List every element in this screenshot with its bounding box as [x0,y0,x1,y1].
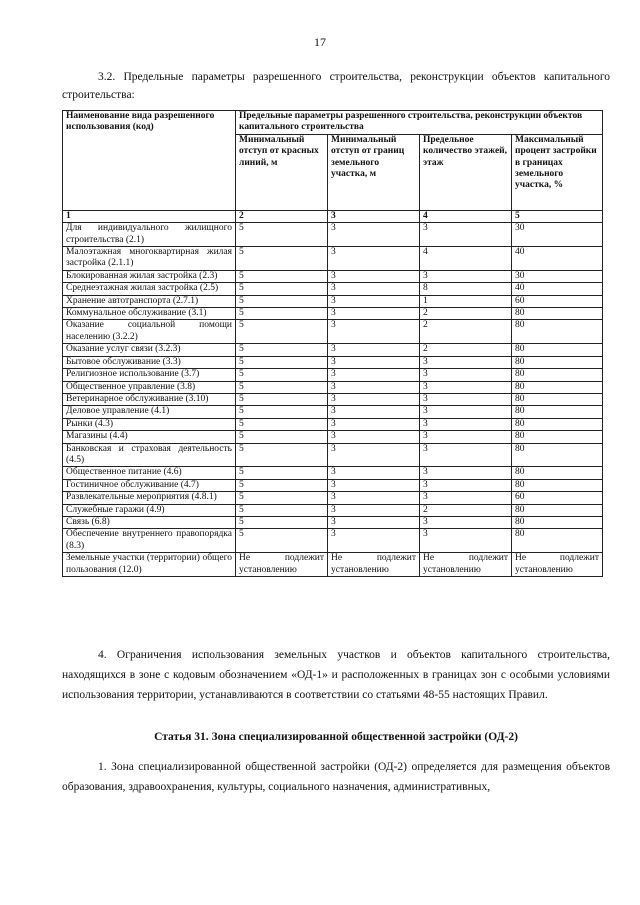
row-use-name: Оказание социальной помощи населению (3.2.2) [63,320,236,344]
table-row [63,393,603,405]
cell-red-line-offset: 5 [236,270,328,282]
cell-boundary-offset: 3 [328,406,420,418]
cell-coverage: 60 [512,295,603,307]
cell-red-line-offset: 5 [236,406,328,418]
cell-red-line-offset: 5 [236,320,328,344]
cell-floors: Не подлежит установлению [420,553,512,577]
cell-floors: 3 [420,467,512,479]
cell-floors: 4 [420,247,512,271]
row-use-name: Ветеринарное обслуживание (3.10) [63,393,236,405]
column-header-boundary-offset: Минимальный отступ от границ земельного участка, м [328,134,420,210]
cell-red-line-offset: 5 [236,369,328,381]
cell-boundary-offset: 3 [328,344,420,356]
cell-boundary-offset: 3 [328,295,420,307]
cell-red-line-offset: 5 [236,381,328,393]
table-row [63,295,603,307]
table-body [63,223,603,577]
cell-red-line-offset: 5 [236,308,328,320]
cell-coverage: Не подлежит установлению [512,553,603,577]
cell-red-line-offset: 5 [236,283,328,295]
cell-red-line-offset: 5 [236,529,328,553]
column-number: 2 [236,210,328,222]
cell-floors: 3 [420,223,512,247]
column-header-red-line-offset: Минимальный отступ от красных линий, м [236,134,328,210]
cell-floors: 3 [420,270,512,282]
table-row [63,431,603,443]
table-row [63,369,603,381]
zone-definition-paragraph: 1. Зона специализированной общественной застройки (ОД-2) определяется для размещения объектов образования, здравоохранения, культуры, социального назначения, административных, [62,761,610,793]
cell-coverage: 80 [512,418,603,430]
table-header-row [63,111,603,135]
row-use-name: Общественное управление (3.8) [63,381,236,393]
table-row [63,381,603,393]
cell-red-line-offset: 5 [236,344,328,356]
cell-boundary-offset: 3 [328,381,420,393]
table-row [63,223,603,247]
cell-red-line-offset: 5 [236,393,328,405]
row-use-name: Развлекательные мероприятия (4.8.1) [63,492,236,504]
row-use-name: Связь (6.8) [63,516,236,528]
cell-red-line-offset: 5 [236,431,328,443]
table-row [63,529,603,553]
column-number: 5 [512,210,603,222]
article-heading: Статья 31. Зона специализированной общественной застройки (ОД-2) [154,731,518,743]
row-use-name: Служебные гаражи (4.9) [63,504,236,516]
cell-boundary-offset: Не подлежит установлению [328,553,420,577]
row-use-name: Блокированная жилая застройка (2.3) [63,270,236,282]
column-header-coverage: Максимальный процент застройки в границах земельного участка, % [512,134,603,210]
cell-coverage: 80 [512,381,603,393]
cell-boundary-offset: 3 [328,516,420,528]
row-use-name: Рынки (4.3) [63,418,236,430]
table-row [63,443,603,467]
cell-coverage: 80 [512,443,603,467]
cell-floors: 2 [420,308,512,320]
cell-coverage: 60 [512,492,603,504]
cell-boundary-offset: 3 [328,431,420,443]
cell-floors: 3 [420,529,512,553]
cell-coverage: 80 [512,516,603,528]
cell-boundary-offset: 3 [328,504,420,516]
cell-boundary-offset: 3 [328,529,420,553]
cell-boundary-offset: 3 [328,443,420,467]
cell-boundary-offset: 3 [328,467,420,479]
cell-coverage: 80 [512,431,603,443]
cell-red-line-offset: 5 [236,418,328,430]
cell-floors: 3 [420,418,512,430]
cell-floors: 2 [420,504,512,516]
row-use-name: Магазины (4.4) [63,431,236,443]
cell-boundary-offset: 3 [328,393,420,405]
page-number: 17 [314,35,326,49]
table-row [63,344,603,356]
cell-coverage: 80 [512,308,603,320]
cell-coverage: 80 [512,344,603,356]
cell-coverage: 80 [512,467,603,479]
cell-red-line-offset: 5 [236,504,328,516]
column-number: 3 [328,210,420,222]
cell-red-line-offset: 5 [236,467,328,479]
table-row [63,492,603,504]
cell-floors: 8 [420,283,512,295]
cell-coverage: 40 [512,247,603,271]
cell-boundary-offset: 3 [328,479,420,491]
row-use-name: Малоэтажная многоквартирная жилая застройка (2.1.1) [63,247,236,271]
cell-red-line-offset: 5 [236,223,328,247]
cell-floors: 3 [420,369,512,381]
cell-red-line-offset: 5 [236,356,328,368]
cell-boundary-offset: 3 [328,356,420,368]
column-header-floors: Предельное количество этажей, этаж [420,134,512,210]
cell-floors: 3 [420,431,512,443]
cell-coverage: 80 [512,529,603,553]
cell-boundary-offset: 3 [328,418,420,430]
cell-red-line-offset: 5 [236,479,328,491]
row-use-name: Хранение автотранспорта (2.7.1) [63,295,236,307]
cell-floors: 3 [420,492,512,504]
table-row [63,553,603,577]
cell-floors: 1 [420,295,512,307]
cell-floors: 3 [420,443,512,467]
cell-coverage: 80 [512,393,603,405]
cell-red-line-offset: 5 [236,443,328,467]
column-header-name: Наименование вида разрешенного использования (код) [63,111,236,211]
column-number: 1 [63,210,236,222]
table-row [63,356,603,368]
row-use-name: Земельные участки (территории) общего пользования (12.0) [63,553,236,577]
table-row [63,320,603,344]
cell-floors: 3 [420,479,512,491]
row-use-name: Среднеэтажная жилая застройка (2.5) [63,283,236,295]
row-use-name: Бытовое обслуживание (3.3) [63,356,236,368]
section-heading: 3.2. Предельные параметры разрешенного строительства, реконструкции объектов капитального строительства: [62,71,610,101]
column-number: 4 [420,210,512,222]
table-row [63,467,603,479]
cell-coverage: 30 [512,223,603,247]
row-use-name: Религиозное использование (3.7) [63,369,236,381]
cell-boundary-offset: 3 [328,369,420,381]
cell-floors: 2 [420,320,512,344]
cell-coverage: 80 [512,504,603,516]
cell-boundary-offset: 3 [328,247,420,271]
row-use-name: Оказание услуг связи (3.2.3) [63,344,236,356]
cell-coverage: 40 [512,283,603,295]
row-use-name: Обеспечение внутреннего правопорядка (8.3) [63,529,236,553]
row-use-name: Общественное питание (4.6) [63,467,236,479]
cell-floors: 3 [420,516,512,528]
cell-coverage: 80 [512,369,603,381]
cell-boundary-offset: 3 [328,283,420,295]
cell-boundary-offset: 3 [328,223,420,247]
cell-floors: 3 [420,406,512,418]
cell-boundary-offset: 3 [328,308,420,320]
table-row [63,270,603,282]
cell-floors: 2 [420,344,512,356]
row-use-name: Коммунальное обслуживание (3.1) [63,308,236,320]
table-row [63,516,603,528]
cell-boundary-offset: 3 [328,320,420,344]
table-row [63,283,603,295]
table-row [63,504,603,516]
cell-boundary-offset: 3 [328,492,420,504]
column-header-group: Предельные параметры разрешенного строительства, реконструкции объектов капитального строительства [236,111,603,135]
cell-red-line-offset: 5 [236,516,328,528]
restrictions-paragraph: 4. Ограничения использования земельных участков и объектов капитального строительства, находящихся в зоне с кодовым обозначением «ОД-1» и расположенных в границах зон с особыми условиями использования территории, устанавливаются в соответствии со статьями 48-55 настоящих Правил. [62,649,610,701]
table-row [63,418,603,430]
table-row [63,479,603,491]
cell-coverage: 80 [512,320,603,344]
row-use-name: Для индивидуального жилищного строительства (2.1) [63,223,236,247]
cell-coverage: 30 [512,270,603,282]
cell-red-line-offset: Не подлежит установлению [236,553,328,577]
parameters-table [62,110,603,577]
cell-red-line-offset: 5 [236,295,328,307]
cell-coverage: 80 [512,356,603,368]
column-numbers-row [63,210,603,222]
row-use-name: Банковская и страховая деятельность (4.5) [63,443,236,467]
cell-boundary-offset: 3 [328,270,420,282]
cell-floors: 3 [420,393,512,405]
table-row [63,247,603,271]
table-row [63,308,603,320]
row-use-name: Деловое управление (4.1) [63,406,236,418]
cell-floors: 3 [420,356,512,368]
cell-coverage: 80 [512,479,603,491]
cell-coverage: 80 [512,406,603,418]
cell-red-line-offset: 5 [236,492,328,504]
row-use-name: Гостиничное обслуживание (4.7) [63,479,236,491]
table-row [63,406,603,418]
cell-red-line-offset: 5 [236,247,328,271]
cell-floors: 3 [420,381,512,393]
